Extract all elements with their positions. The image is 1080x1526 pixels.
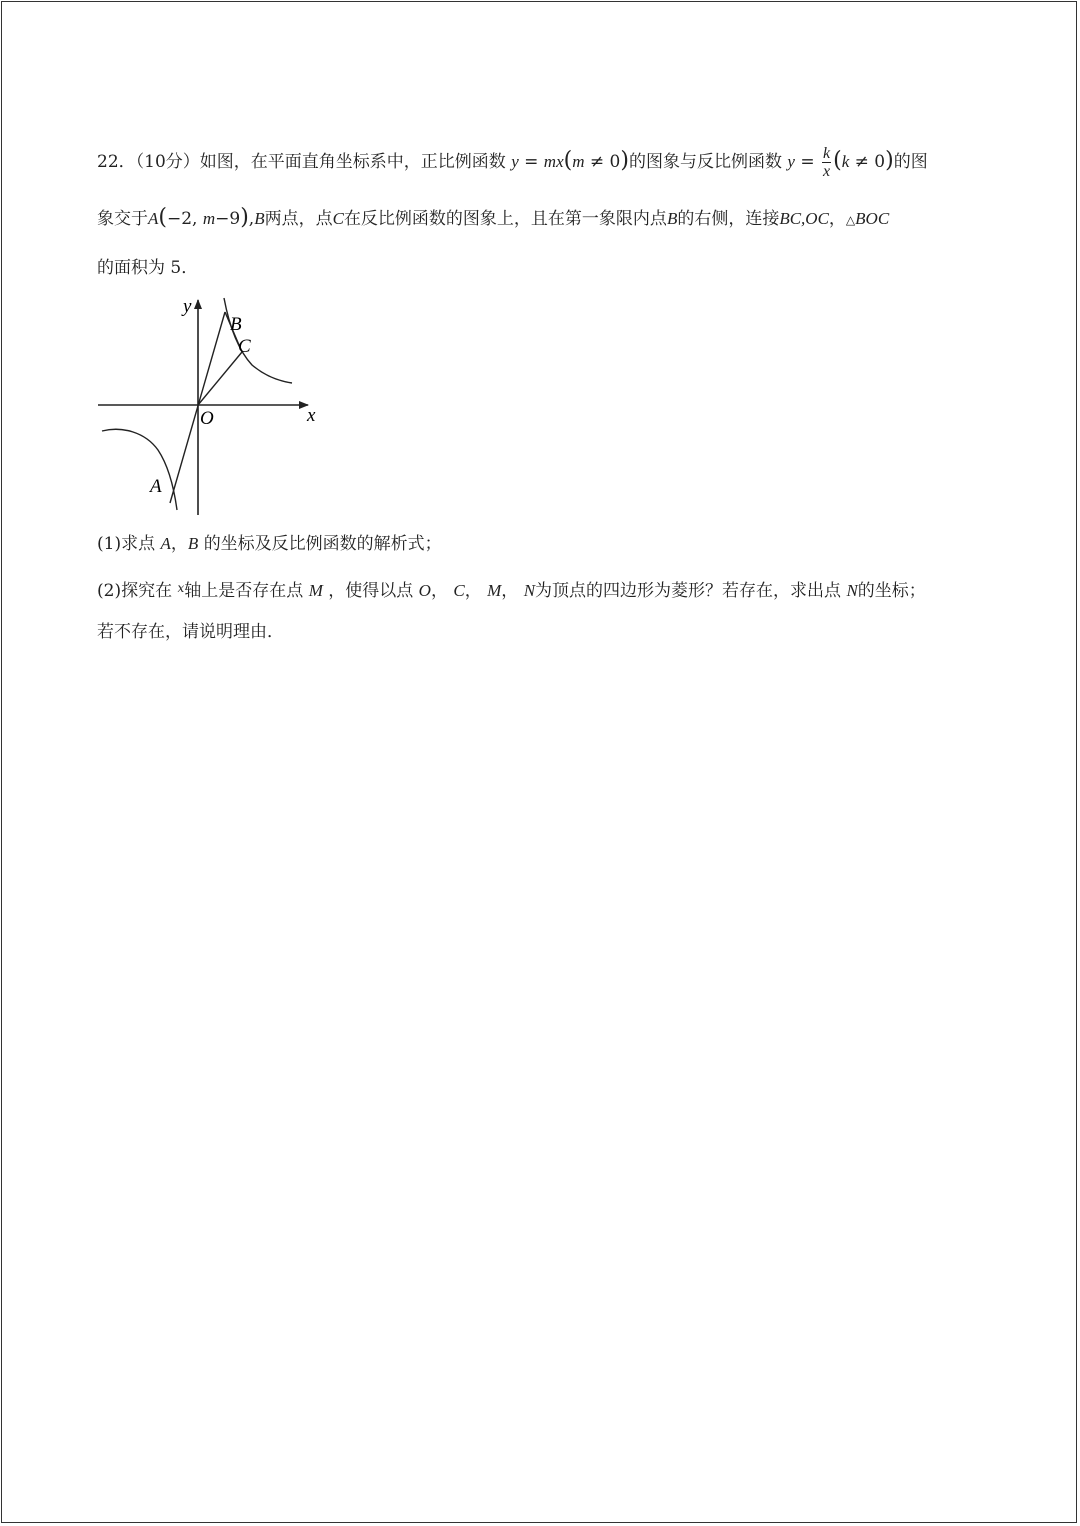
point-o: O bbox=[418, 581, 431, 600]
math-op: ≠ 0 bbox=[584, 152, 621, 172]
point-m: M bbox=[308, 581, 323, 600]
part-2-line-2: 若不存在，请说明理由． bbox=[97, 622, 284, 642]
question-text: ， bbox=[464, 581, 482, 601]
question-text: (1)求点 bbox=[97, 534, 156, 554]
question-text: 两点，点 bbox=[264, 209, 333, 229]
label-c: C bbox=[238, 336, 251, 357]
paren: ) bbox=[240, 205, 249, 230]
paren: ) bbox=[620, 148, 629, 173]
point-n: N bbox=[846, 581, 858, 600]
question-text: 的坐标及反比例函数的解析式； bbox=[203, 534, 442, 554]
fraction-denominator: x bbox=[822, 163, 831, 180]
math-var: x bbox=[177, 581, 185, 595]
part-1 bbox=[97, 531, 442, 557]
paren: ( bbox=[158, 205, 167, 230]
question-text: 的右侧，连接 bbox=[677, 209, 780, 229]
label-y: y bbox=[183, 296, 192, 317]
question-line-1 bbox=[97, 145, 928, 180]
triangle-name: BOC bbox=[855, 209, 890, 228]
point-b: B bbox=[666, 209, 678, 228]
paren: ( bbox=[563, 148, 573, 173]
paren: ( bbox=[833, 148, 842, 173]
question-line-3: 的面积为 5． bbox=[97, 258, 199, 278]
segment-oc bbox=[198, 352, 242, 405]
question-text: 如图，在平面直角坐标系中，正比例函数 bbox=[199, 152, 506, 172]
hyperbola-branch-q3 bbox=[102, 429, 177, 510]
math-op: −9 bbox=[215, 209, 241, 229]
question-text: 的坐标； bbox=[857, 581, 926, 601]
point-c: C bbox=[332, 209, 344, 228]
question-text: 轴上是否存在点 bbox=[184, 581, 304, 601]
question-text: ， bbox=[430, 581, 448, 601]
math-op: −2, bbox=[166, 209, 203, 229]
math-var: k bbox=[841, 152, 850, 171]
question-line-2 bbox=[97, 205, 889, 233]
label-x: x bbox=[307, 405, 316, 426]
triangle-symbol: △ bbox=[845, 213, 856, 227]
label-o: O bbox=[200, 408, 214, 429]
point-n: N bbox=[523, 581, 536, 600]
point-c: C bbox=[453, 581, 465, 600]
math-var: m bbox=[572, 152, 585, 171]
question-text: ， bbox=[828, 209, 846, 229]
segments: BC,OC bbox=[779, 209, 829, 228]
label-b: B bbox=[230, 314, 242, 335]
point-a: A bbox=[160, 534, 171, 553]
math-op: = bbox=[518, 152, 544, 172]
point-b: B bbox=[187, 534, 199, 553]
question-number: 22． bbox=[97, 152, 136, 172]
question-text: ， bbox=[170, 534, 188, 554]
question-text: 的图 bbox=[893, 152, 928, 172]
question-text: ，使得以点 bbox=[328, 581, 414, 601]
math-var: y bbox=[787, 152, 795, 171]
coordinate-figure bbox=[90, 290, 340, 525]
math-var: m bbox=[202, 209, 216, 228]
question-text: 的图象与反比例函数 bbox=[628, 152, 782, 172]
question-text: 在反比例函数的图象上，且在第一象限内点 bbox=[343, 209, 667, 229]
math-var: y bbox=[511, 152, 519, 171]
math-op: = bbox=[794, 152, 820, 172]
math-var: mx bbox=[543, 152, 564, 171]
point-a: A bbox=[148, 209, 159, 228]
question-text: (2)探究在 bbox=[97, 581, 173, 601]
part-2 bbox=[97, 575, 926, 604]
question-text: 为顶点的四边形为菱形？若存在，求出点 bbox=[535, 581, 842, 601]
math-op: , bbox=[248, 209, 255, 229]
point-b: B bbox=[254, 209, 265, 228]
fraction-numerator: k bbox=[822, 145, 831, 162]
label-a: A bbox=[150, 476, 162, 497]
hyperbola-branch-q1 bbox=[224, 298, 292, 383]
math-op: ≠ 0 bbox=[849, 152, 886, 172]
point-m: M bbox=[487, 581, 502, 600]
question-text: 象交于 bbox=[97, 209, 148, 229]
paren: ) bbox=[885, 148, 894, 173]
question-score: （10分） bbox=[135, 152, 200, 172]
fraction bbox=[822, 145, 831, 180]
question-text: ， bbox=[501, 581, 519, 601]
